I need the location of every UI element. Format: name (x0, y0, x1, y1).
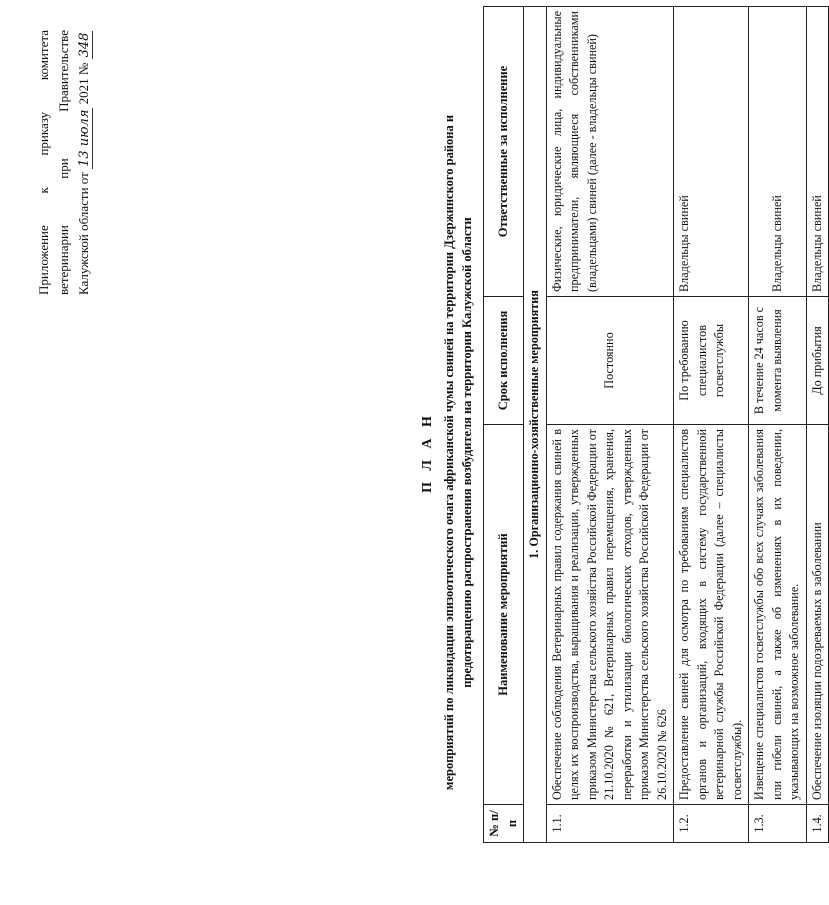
header-name: Наименование мероприятий (484, 425, 524, 805)
row-name: Извещение специалистов госветслужбы обо всех случаях заболевания или гибели свиней, а также об изменениях в их поведении, указывающих на возможное заболевание. (749, 425, 807, 805)
header-num: № п/п (484, 805, 524, 843)
section-row (524, 7, 547, 843)
appendix-line-2: ветеринарии при Правительстве (56, 30, 71, 295)
plan-table (483, 6, 829, 843)
appendix-line-1: Приложение к приказу комитета (36, 30, 51, 295)
table-row (546, 7, 674, 843)
row-num: 1.3. (749, 805, 807, 843)
appendix-year: 2021 № (76, 62, 91, 105)
row-resp: Владельцы свиней (749, 7, 807, 297)
row-term: По требованию специалистов госветслужбы (674, 297, 749, 425)
row-term: Постоянно (546, 297, 674, 425)
row-term: В течение 24 часов с момента выявления (749, 297, 807, 425)
row-name: Обеспечение изоляции подозреваемых в заболевании (806, 425, 829, 805)
row-num: 1.1. (546, 805, 674, 843)
row-resp: Владельцы свиней (674, 7, 749, 297)
handwritten-number: 348 (77, 32, 92, 58)
row-num: 1.2. (674, 805, 749, 843)
table-header-row (484, 7, 524, 843)
row-term: До прибытия (806, 297, 829, 425)
appendix-prefix: Калужской области от (76, 172, 91, 295)
row-name: Обеспечение соблюдения Ветеринарных правил содержания свиней в целях их воспроизводства, выращивания и реализации, утвержденных приказом Министерства сельского хозяйства Российской Федерации от 21.10.2020 № 621, Ветеринарных правил перемещения, хранения, переработки и утилизации биологических отходов, утвержденных приказом Министерства сельского хозяйства Российской Федерации от 26.10.2020 № 626 (546, 425, 674, 805)
table-row (806, 7, 829, 843)
appendix-line-3 (74, 30, 95, 295)
row-num: 1.4. (806, 805, 829, 843)
header-term: Срок исполнения (484, 297, 524, 425)
section-title: 1. Организационно-хозяйственные мероприятия (524, 7, 547, 843)
table-row (749, 7, 807, 843)
table-row (674, 7, 749, 843)
appendix-note (34, 30, 95, 295)
row-resp: Владельцы свиней (806, 7, 829, 297)
header-resp: Ответственные за исполнение (484, 7, 524, 297)
document-title: П Л А Н (420, 412, 435, 493)
row-resp: Физические, юридические лица, индивидуальные предприниматели, являющиеся собственниками (владельцами) свиней (далее - владельцы свиней) (546, 7, 674, 297)
handwritten-date: 13 июля (77, 109, 92, 167)
document-subtitle: мероприятий по ликвидации эпизоотического очага африканской чумы свиней на территории Дзержинского района и предотвращению распространения возбудителя на территории Калужской области (442, 114, 474, 791)
row-name: Предоставление свиней для осмотра по требованиям специалистов органов и организаций, входящих в систему государственной ветеринарной службы Российской Федерации (далее – специалисты госветслужбы). (674, 425, 749, 805)
